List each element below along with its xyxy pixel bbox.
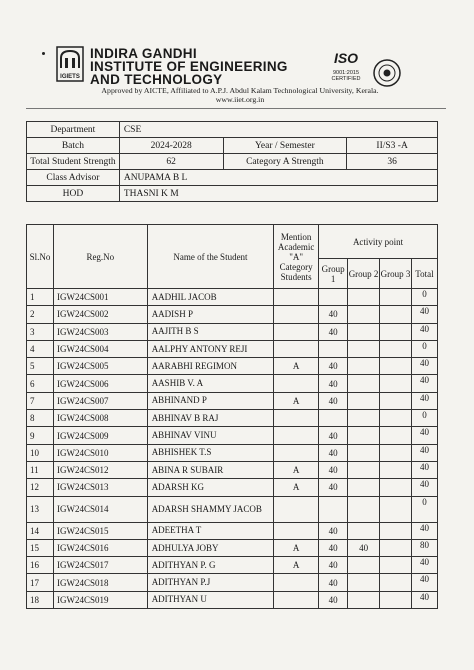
institute-name-line3: AND TECHNOLOGY	[90, 72, 223, 87]
row-category	[274, 306, 319, 323]
row-regno: IGW24CS007	[53, 392, 147, 409]
row-category: A	[274, 557, 319, 574]
table-row	[27, 306, 438, 323]
row-group-2	[348, 496, 380, 522]
row-regno: IGW24CS005	[53, 358, 147, 375]
row-slno: 4	[27, 340, 54, 357]
category-a-strength-value: 36	[347, 154, 438, 170]
header-total: Total	[411, 259, 437, 289]
row-slno: 16	[27, 557, 54, 574]
row-slno: 11	[27, 461, 54, 478]
table-row	[27, 539, 438, 556]
row-group-1: 40	[319, 522, 348, 539]
table-row	[27, 591, 438, 608]
row-student-name: ABHINAV B RAJ	[147, 410, 274, 427]
table-row	[27, 410, 438, 427]
row-slno: 10	[27, 444, 54, 461]
row-student-name: ADARSH KG	[147, 479, 274, 496]
row-group-2	[348, 444, 380, 461]
row-slno: 2	[27, 306, 54, 323]
row-group-1: 40	[319, 306, 348, 323]
class-advisor-value: ANUPAMA B L	[119, 170, 437, 186]
row-group-3	[380, 289, 412, 306]
batch-label: Batch	[27, 138, 120, 154]
row-regno: IGW24CS002	[53, 306, 147, 323]
row-group-2	[348, 461, 380, 478]
iso-badge-sub: 9001:2015 CERTIFIED	[331, 70, 361, 82]
row-group-1: 40	[319, 479, 348, 496]
row-group-2	[348, 557, 380, 574]
row-slno: 7	[27, 392, 54, 409]
row-student-name: ADITHYAN U	[147, 591, 274, 608]
iso-badge-title: ISO	[333, 50, 359, 66]
row-regno: IGW24CS010	[53, 444, 147, 461]
class-advisor-label: Class Advisor	[27, 170, 120, 186]
row-slno: 12	[27, 479, 54, 496]
row-group-1: 40	[319, 323, 348, 340]
header-category-a: Mention Academic "A" Category Students	[274, 225, 319, 289]
year-semester-label: Year / Semester	[223, 138, 347, 154]
row-student-name: AASHIB V. A	[147, 375, 274, 392]
row-group-2	[348, 522, 380, 539]
row-category	[274, 375, 319, 392]
row-group-1: 40	[319, 392, 348, 409]
table-row	[27, 557, 438, 574]
row-student-name: ABHINAV VINU	[147, 427, 274, 444]
row-total: 40	[411, 574, 437, 591]
table-row	[27, 323, 438, 340]
row-regno: IGW24CS014	[53, 496, 147, 522]
institute-name-line1: INDIRA GANDHI	[90, 46, 197, 61]
row-student-name: ABINA R SUBAIR	[147, 461, 274, 478]
institute-name-line2: INSTITUTE OF ENGINEERING	[90, 59, 288, 74]
row-student-name: AAJITH B S	[147, 323, 274, 340]
row-slno: 8	[27, 410, 54, 427]
table-row	[27, 289, 438, 306]
table-row	[27, 522, 438, 539]
row-group-2	[348, 392, 380, 409]
table-row	[27, 479, 438, 496]
row-group-1	[319, 289, 348, 306]
row-group-2: 40	[348, 539, 380, 556]
department-label: Department	[27, 122, 120, 138]
row-category	[274, 289, 319, 306]
row-slno: 5	[27, 358, 54, 375]
header-group-3: Group 3	[380, 259, 412, 289]
row-total: 0	[411, 496, 437, 522]
table-row	[27, 340, 438, 357]
row-slno: 17	[27, 574, 54, 591]
header-slno: Sl.No	[27, 225, 54, 289]
row-group-1: 40	[319, 574, 348, 591]
header-student-name: Name of the Student	[147, 225, 274, 289]
table-row	[27, 461, 438, 478]
row-group-3	[380, 375, 412, 392]
row-category	[274, 427, 319, 444]
row-group-2	[348, 340, 380, 357]
row-slno: 3	[27, 323, 54, 340]
row-student-name: ADEETHA T	[147, 522, 274, 539]
row-regno: IGW24CS009	[53, 427, 147, 444]
row-group-3	[380, 340, 412, 357]
row-regno: IGW24CS012	[53, 461, 147, 478]
header-regno: Reg.No	[53, 225, 147, 289]
row-category: A	[274, 539, 319, 556]
row-category	[274, 410, 319, 427]
row-student-name: ADITHYAN P. G	[147, 557, 274, 574]
row-regno: IGW24CS013	[53, 479, 147, 496]
row-total: 40	[411, 522, 437, 539]
row-group-3	[380, 444, 412, 461]
row-group-1: 40	[319, 539, 348, 556]
row-category	[274, 323, 319, 340]
row-total: 0	[411, 340, 437, 357]
row-slno: 15	[27, 539, 54, 556]
row-regno: IGW24CS019	[53, 591, 147, 608]
row-category: A	[274, 358, 319, 375]
row-category: A	[274, 461, 319, 478]
punch-mark	[42, 52, 45, 55]
row-category	[274, 522, 319, 539]
row-regno: IGW24CS004	[53, 340, 147, 357]
row-student-name: ABHINAND P	[147, 392, 274, 409]
row-group-2	[348, 358, 380, 375]
row-group-1: 40	[319, 375, 348, 392]
row-slno: 13	[27, 496, 54, 522]
table-row	[27, 496, 438, 522]
row-group-2	[348, 323, 380, 340]
row-group-3	[380, 427, 412, 444]
hod-value: THASNI K M	[119, 186, 437, 202]
row-group-3	[380, 461, 412, 478]
department-value: CSE	[119, 122, 437, 138]
row-group-1: 40	[319, 461, 348, 478]
header-group-1: Group 1	[319, 259, 348, 289]
row-group-1: 40	[319, 358, 348, 375]
row-group-3	[380, 574, 412, 591]
batch-value: 2024-2028	[119, 138, 223, 154]
row-group-3	[380, 496, 412, 522]
row-category: A	[274, 392, 319, 409]
row-total: 40	[411, 392, 437, 409]
row-category	[274, 574, 319, 591]
row-total: 0	[411, 289, 437, 306]
student-rows	[27, 289, 438, 609]
row-regno: IGW24CS016	[53, 539, 147, 556]
row-category: A	[274, 479, 319, 496]
row-slno: 9	[27, 427, 54, 444]
row-total: 40	[411, 479, 437, 496]
row-group-2	[348, 479, 380, 496]
table-row	[27, 358, 438, 375]
total-strength-value: 62	[119, 154, 223, 170]
row-total: 40	[411, 444, 437, 461]
row-student-name: ABHISHEK T.S	[147, 444, 274, 461]
row-total: 40	[411, 375, 437, 392]
row-group-3	[380, 539, 412, 556]
row-group-2	[348, 410, 380, 427]
row-total: 40	[411, 461, 437, 478]
row-group-1	[319, 496, 348, 522]
row-regno: IGW24CS001	[53, 289, 147, 306]
row-group-2	[348, 306, 380, 323]
row-group-1: 40	[319, 591, 348, 608]
table-row	[27, 375, 438, 392]
row-slno: 18	[27, 591, 54, 608]
row-category	[274, 340, 319, 357]
row-group-2	[348, 289, 380, 306]
certification-seal-icon	[372, 58, 402, 88]
header-activity-point: Activity point	[319, 225, 438, 259]
row-group-1	[319, 340, 348, 357]
row-category	[274, 444, 319, 461]
row-slno: 6	[27, 375, 54, 392]
row-total: 40	[411, 358, 437, 375]
row-total: 80	[411, 539, 437, 556]
category-a-strength-label: Category A Strength	[223, 154, 347, 170]
table-row	[27, 444, 438, 461]
row-group-1: 40	[319, 427, 348, 444]
total-strength-label: Total Student Strength	[27, 154, 120, 170]
year-semester-value: II/S3 -A	[347, 138, 438, 154]
row-regno: IGW24CS003	[53, 323, 147, 340]
class-info-table	[26, 121, 438, 202]
row-total: 40	[411, 557, 437, 574]
row-category	[274, 591, 319, 608]
row-student-name: AADISH P	[147, 306, 274, 323]
row-group-3	[380, 522, 412, 539]
table-row	[27, 427, 438, 444]
institute-name	[90, 47, 288, 86]
approval-line: Approved by AICTE, Affiliated to A.P.J. Abdul Kalam Technological University, Kerala.	[101, 86, 379, 95]
institute-logo-icon	[56, 46, 84, 82]
row-regno: IGW24CS008	[53, 410, 147, 427]
row-regno: IGW24CS017	[53, 557, 147, 574]
row-group-3	[380, 479, 412, 496]
row-group-3	[380, 591, 412, 608]
row-slno: 1	[27, 289, 54, 306]
row-student-name: AADHIL JACOB	[147, 289, 274, 306]
row-group-2	[348, 591, 380, 608]
row-group-3	[380, 323, 412, 340]
row-group-3	[380, 392, 412, 409]
row-regno: IGW24CS018	[53, 574, 147, 591]
row-total: 40	[411, 323, 437, 340]
row-student-name: ADHULYA JOBY	[147, 539, 274, 556]
header-group-2: Group 2	[348, 259, 380, 289]
website-line: www.iiet.org.in	[215, 95, 265, 104]
row-group-2	[348, 375, 380, 392]
row-regno: IGW24CS006	[53, 375, 147, 392]
row-student-name: AARABHI REGIMON	[147, 358, 274, 375]
row-group-1: 40	[319, 557, 348, 574]
row-group-2	[348, 574, 380, 591]
row-group-2	[348, 427, 380, 444]
table-row	[27, 392, 438, 409]
row-student-name: ADARSH SHAMMY JACOB	[147, 496, 274, 522]
hod-label: HOD	[27, 186, 120, 202]
row-regno: IGW24CS015	[53, 522, 147, 539]
table-row	[27, 574, 438, 591]
row-slno: 14	[27, 522, 54, 539]
row-total: 40	[411, 427, 437, 444]
row-group-3	[380, 358, 412, 375]
header-divider	[26, 108, 446, 109]
row-student-name: ADITHYAN P.J	[147, 574, 274, 591]
row-total: 40	[411, 306, 437, 323]
row-group-3	[380, 410, 412, 427]
row-student-name: AALPHY ANTONY REJI	[147, 340, 274, 357]
row-total: 40	[411, 591, 437, 608]
row-group-3	[380, 557, 412, 574]
row-total: 0	[411, 410, 437, 427]
row-group-1: 40	[319, 444, 348, 461]
student-activity-table	[26, 224, 438, 609]
row-group-3	[380, 306, 412, 323]
row-category	[274, 496, 319, 522]
row-group-1	[319, 410, 348, 427]
logo-text: IGIETS	[60, 74, 80, 80]
